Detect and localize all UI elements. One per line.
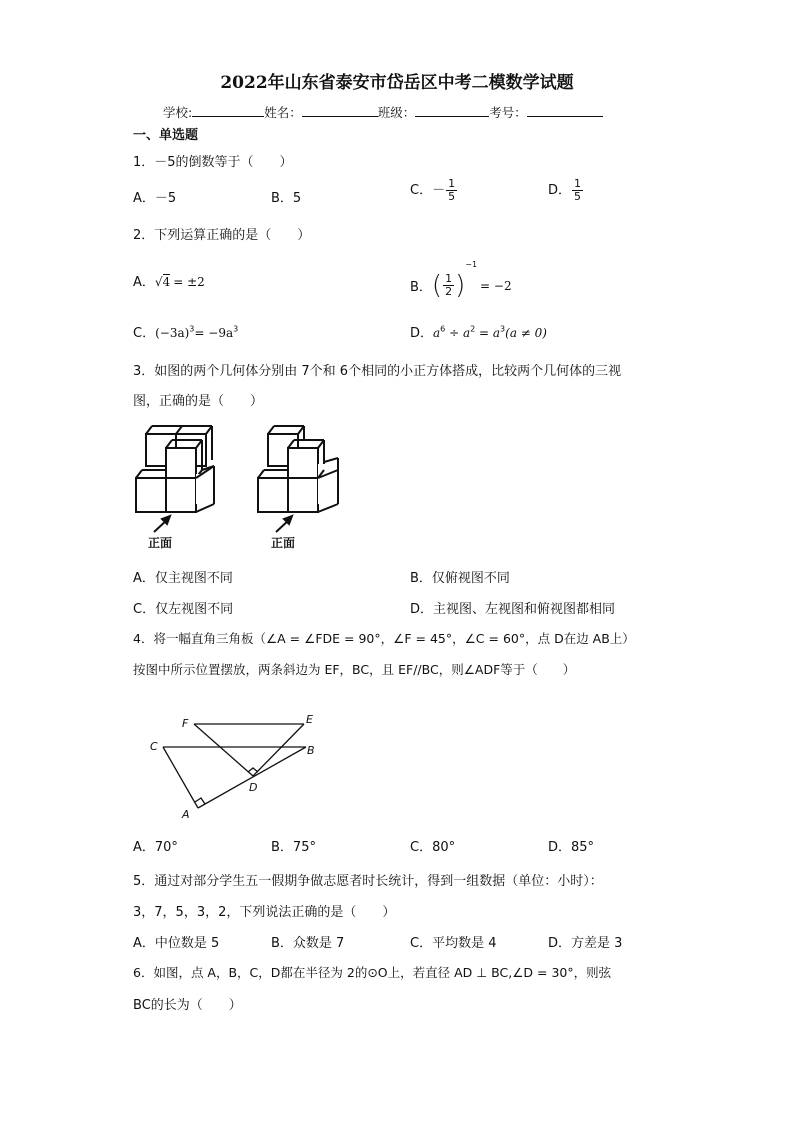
right-angle-A-icon [195,798,205,804]
q2-option-c-eq: = −9a [194,326,234,340]
q2-option-d-cond: (a ≠ 0) [505,326,547,340]
segment-FD [194,724,253,776]
section-title: 一、单选题 [133,128,199,143]
q2-option-d-base1: a [433,326,441,340]
q1-option-c[interactable] [410,178,458,203]
q5-stem-line1: 5．通过对部分学生五一假期争做志愿者时长统计，得到一组数据（单位：小时）： [133,874,603,889]
q2-option-d-div: ÷ a [445,326,471,340]
q4-stem-line2: 按图中所示位置摆放，两条斜边为 EF，BC，且 EF//BC，则∠ADF等于（ ） [133,662,576,677]
label-C: C [150,740,158,753]
left-paren-icon: ( [431,270,443,301]
label-E: E [306,713,313,726]
q4-option-a[interactable]: A．70° [133,840,178,855]
q2-option-b-exponent: −1 [465,260,478,269]
label-F: F [182,717,189,730]
q3-option-c[interactable]: C．仅左视图不同 [133,602,234,617]
exam-no-blank[interactable] [527,104,603,117]
q1-option-c-fraction [446,178,457,203]
q2-option-c[interactable] [133,322,238,341]
q2-option-d[interactable] [410,322,547,341]
q1-option-b[interactable]: B．5 [271,191,302,206]
fraction-numerator: 1 [448,177,456,190]
q3-cube-figures [130,420,360,552]
q3-left-front-label: 正面 [148,536,173,550]
fraction-denominator: 5 [574,190,582,203]
q2-option-b-rest: = −2 [480,278,512,293]
name-label: 姓名： [264,105,302,120]
q2-option-c-exponent2: 3 [233,324,239,334]
segment-CA [163,747,198,808]
q5-option-c[interactable]: C．平均数是 4 [410,936,497,951]
school-label: 学校: [163,105,193,120]
q2-option-b[interactable] [410,260,512,301]
q2-option-a[interactable] [133,271,205,290]
q2-stem: 2．下列运算正确的是（ ） [133,228,311,243]
school-blank[interactable] [192,104,264,117]
q4-option-d[interactable]: D．85° [548,840,595,855]
fraction-numerator: 1 [574,177,582,190]
sqrt-sign-icon: √ [154,275,163,289]
q2-option-c-base: (−3a) [155,326,190,340]
q1-option-d-prefix: D． [548,183,572,198]
right-cube-figure [258,426,340,512]
q2-option-d-exp3: 3 [500,324,506,334]
q6-stem-line2: BC的长为（ ） [133,998,242,1013]
q3-option-d[interactable]: D．主视图、左视图和俯视图都相同 [410,602,616,617]
segment-AB [198,747,306,808]
q2-option-b-prefix: B． [410,280,432,295]
q4-stem-line1: 4．将一幅直角三角板（∠A = ∠FDE = 90°，∠F = 45°，∠C = 60°，点 D在边 AB上） [133,631,635,646]
q2-option-c-prefix: C． [133,326,156,341]
q2-option-d-eq: = a [475,326,501,340]
class-label: 班级： [377,105,416,120]
q2-option-a-rest: = ±2 [173,275,205,289]
q4-option-c[interactable]: C．80° [410,840,456,855]
segment-ED [253,724,304,776]
student-info-line [163,103,603,121]
q1-option-a[interactable]: A．－5 [133,191,177,206]
fraction-numerator: 1 [445,272,453,285]
name-blank[interactable] [302,104,378,117]
q3-option-a[interactable]: A．仅主视图不同 [133,571,233,586]
q1-option-d[interactable] [548,178,584,203]
q3-stem-line2: 图，正确的是（ ） [133,394,264,409]
q5-option-b[interactable]: B．众数是 7 [271,936,345,951]
fraction-denominator: 2 [445,285,453,298]
q2-option-d-prefix: D． [410,326,434,341]
q2-option-c-exponent: 3 [189,324,195,334]
q5-option-d[interactable]: D．方差是 3 [548,936,623,951]
q2-option-a-radicand: 4 [162,275,171,289]
q3-right-front-label: 正面 [271,536,296,550]
q4-triangle-figure [140,708,330,823]
q5-option-a[interactable]: A．中位数是 5 [133,936,220,951]
q2-option-d-exp2: 2 [470,324,476,334]
q3-option-b[interactable]: B．仅俯视图不同 [410,571,510,586]
q1-option-d-fraction [572,178,583,203]
fraction-denominator: 5 [448,190,456,203]
q2-option-a-prefix: A． [133,275,155,290]
label-B: B [307,744,315,757]
right-paren-icon: ) [455,270,466,301]
q2-option-d-exp1: 6 [440,324,446,334]
q4-option-b[interactable]: B．75° [271,840,316,855]
q1-option-c-prefix: C．－ [410,183,446,198]
label-D: D [249,781,258,794]
q1-stem: 1．－5的倒数等于（ ） [133,155,293,170]
q3-stem-line1: 3．如图的两个几何体分别由 7个和 6个相同的小正方体搭成，比较两个几何体的三视 [133,364,622,379]
page-title: 2022年山东省泰安市岱岳区中考二模数学试题 [220,73,574,93]
left-cube-figure [136,426,214,512]
exam-no-label: 考号： [489,105,527,120]
q6-stem-line1: 6．如图，点 A，B，C，D都在半径为 2的⊙O上，若直径 AD ⊥ BC,∠D = 30°，则弦 [133,965,612,980]
right-angle-D-icon [248,768,258,772]
q5-stem-line2: 3，7，5，3，2，下列说法正确的是（ ） [133,905,396,920]
label-A: A [182,808,190,821]
class-blank[interactable] [415,104,489,117]
q2-option-b-fraction [443,273,454,298]
